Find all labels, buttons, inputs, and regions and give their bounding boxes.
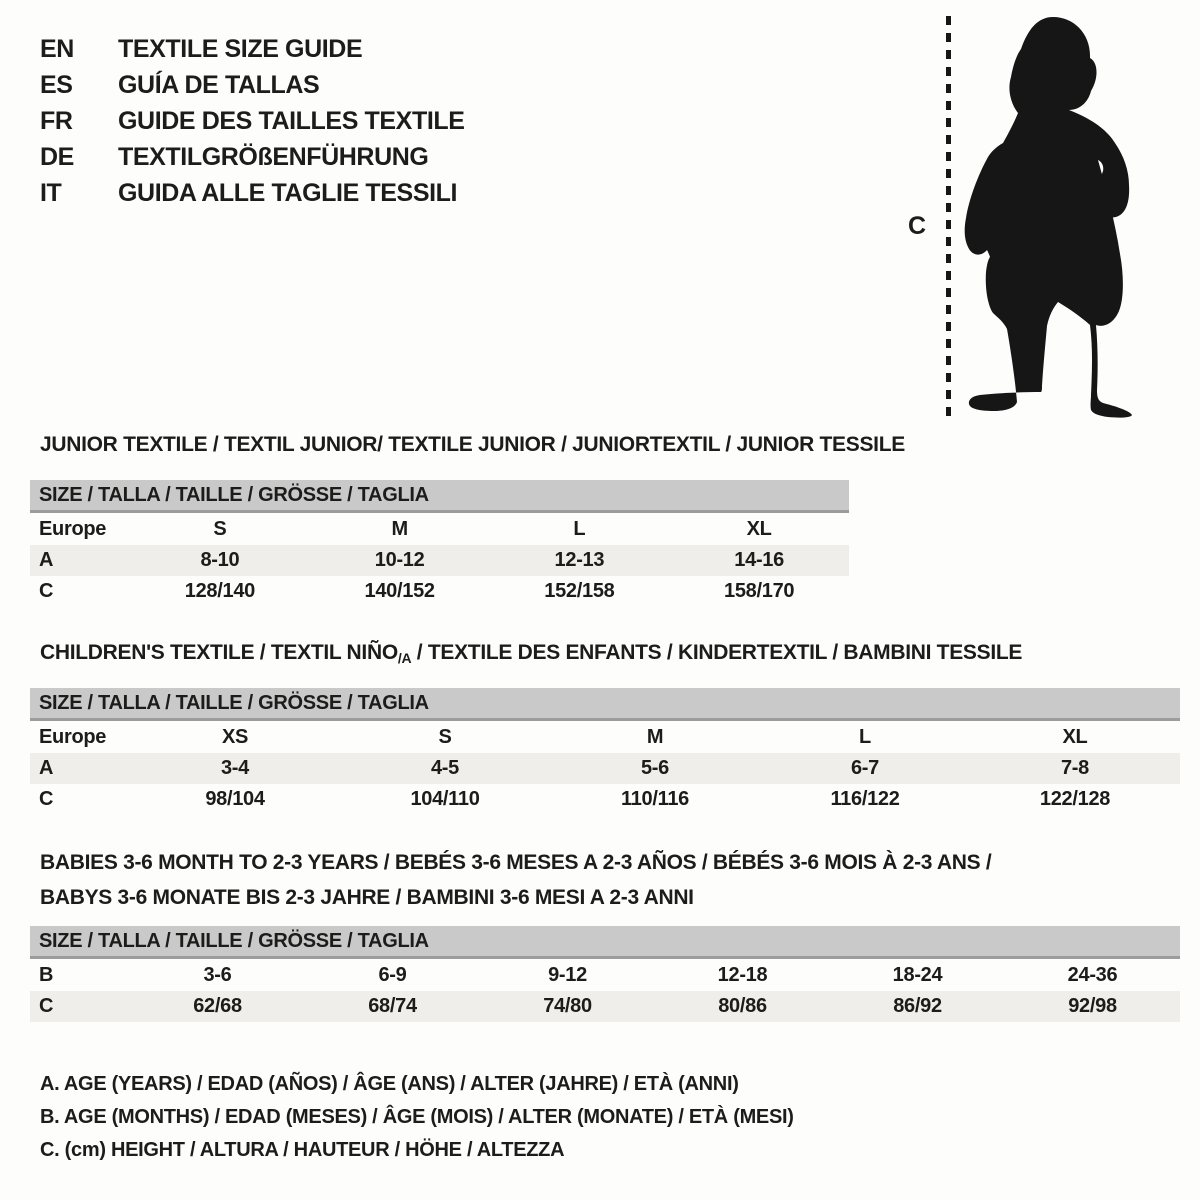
children-title-sub: /A — [397, 650, 412, 666]
value-cell: 116/122 — [830, 788, 900, 810]
legend-item-a: A. AGE (YEARS) / EDAD (AÑOS) / ÂGE (ANS) / ALTER (JAHRE) / ETÀ (ANNI) — [40, 1073, 739, 1095]
language-row — [40, 175, 465, 211]
value-cell: 62/68 — [193, 995, 242, 1017]
language-code: DE — [40, 143, 74, 171]
value-cell: 98/104 — [205, 788, 265, 810]
value-cell: 128/140 — [184, 580, 255, 602]
language-row — [40, 139, 465, 175]
value-cell: 104/110 — [410, 788, 480, 810]
baby-silhouette-icon — [958, 14, 1142, 420]
table-row — [30, 576, 849, 607]
language-row — [40, 103, 465, 139]
height-measure-label: C — [908, 212, 927, 240]
value-cell: 80/86 — [718, 995, 767, 1017]
value-cell: 3-4 — [220, 757, 249, 779]
babies-section-title — [40, 845, 991, 915]
table-row — [30, 991, 1180, 1022]
table-row — [30, 545, 849, 576]
babies-title-line1: BABIES 3-6 MONTH TO 2-3 YEARS / BEBÉS 3-6 MESES A 2-3 AÑOS / BÉBÉS 3-6 MOIS À 2-3 ANS / — [40, 851, 992, 874]
row-label: A — [39, 549, 54, 571]
table-row — [30, 513, 849, 545]
row-label: C — [39, 580, 54, 602]
value-cell: 5-6 — [640, 757, 669, 779]
language-title: GUIDA ALLE TAGLIE TESSILI — [118, 179, 458, 207]
language-title: GUIDE DES TAILLES TEXTILE — [118, 107, 465, 135]
children-title-main: CHILDREN'S TEXTILE / TEXTIL NIÑO — [40, 641, 398, 664]
legend-item-b: B. AGE (MONTHS) / EDAD (MESES) / ÂGE (MOIS) / ALTER (MONATE) / ETÀ (MESI) — [40, 1106, 794, 1128]
size-cell: S — [438, 725, 452, 748]
value-cell: 14-16 — [734, 549, 784, 571]
children-section-title — [40, 641, 1022, 666]
value-cell: 86/92 — [893, 995, 942, 1017]
value-cell: 68/74 — [368, 995, 417, 1017]
value-cell: 10-12 — [374, 549, 425, 571]
children-size-table — [30, 688, 1180, 815]
size-cell: XS — [221, 725, 249, 748]
row-label: Europe — [39, 725, 107, 748]
value-cell: 12-13 — [554, 549, 605, 571]
language-row — [40, 31, 465, 67]
children-title-rest: / TEXTILE DES ENFANTS / KINDERTEXTIL / BAMBINI TESSILE — [411, 641, 1023, 664]
legend-item-c: C. (cm) HEIGHT / ALTURA / HAUTEUR / HÖHE / ALTEZZA — [40, 1139, 565, 1161]
size-cell: L — [859, 725, 871, 748]
value-cell: 4-5 — [430, 757, 459, 779]
value-cell: 6-7 — [850, 757, 879, 779]
row-label: C — [39, 995, 54, 1017]
value-cell: 140/152 — [364, 580, 435, 602]
size-cell: M — [646, 725, 664, 748]
language-code: ES — [40, 71, 73, 99]
language-title: TEXTILGRÖßENFÜHRUNG — [118, 143, 429, 171]
junior-size-header: SIZE / TALLA / TAILLE / GRÖSSE / TAGLIA — [30, 480, 849, 513]
babies-size-header: SIZE / TALLA / TAILLE / GRÖSSE / TAGLIA — [30, 926, 1180, 959]
value-cell: 74/80 — [543, 995, 592, 1017]
babies-size-table — [30, 926, 1180, 1022]
size-cell: XL — [746, 517, 772, 540]
row-label: A — [39, 757, 54, 779]
junior-section-title: JUNIOR TEXTILE / TEXTIL JUNIOR/ TEXTILE JUNIOR / JUNIORTEXTIL / JUNIOR TESSILE — [40, 433, 905, 456]
legend — [40, 1068, 794, 1167]
value-cell: 158/170 — [724, 580, 795, 602]
language-code: IT — [40, 179, 62, 207]
size-cell: S — [213, 517, 227, 540]
table-row — [30, 721, 1180, 753]
value-cell: 24-36 — [1067, 963, 1118, 986]
language-title-list — [40, 31, 465, 211]
size-cell: M — [391, 517, 408, 540]
value-cell: 8-10 — [200, 549, 240, 571]
table-row — [30, 959, 1180, 991]
value-cell: 92/98 — [1068, 995, 1117, 1017]
babies-title-line2: BABYS 3-6 MONATE BIS 2-3 JAHRE / BAMBINI 3-6 MESI A 2-3 ANNI — [40, 886, 694, 909]
table-row — [30, 753, 1180, 784]
value-cell: 110/116 — [621, 788, 689, 810]
row-label: Europe — [39, 517, 107, 540]
junior-size-table — [30, 480, 849, 607]
language-code: EN — [40, 35, 74, 63]
language-code: FR — [40, 107, 73, 135]
children-size-header: SIZE / TALLA / TAILLE / GRÖSSE / TAGLIA — [30, 688, 1180, 721]
value-cell: 18-24 — [892, 963, 943, 986]
value-cell: 152/158 — [544, 580, 615, 602]
language-title: GUÍA DE TALLAS — [118, 71, 320, 99]
table-row — [30, 784, 1180, 815]
language-row — [40, 67, 465, 103]
value-cell: 122/128 — [1039, 788, 1111, 810]
size-cell: L — [573, 517, 586, 540]
value-cell: 3-6 — [203, 963, 232, 986]
height-measure-line — [946, 16, 951, 416]
row-label: C — [39, 788, 54, 810]
value-cell: 9-12 — [548, 963, 587, 986]
language-title: TEXTILE SIZE GUIDE — [118, 35, 363, 63]
value-cell: 12-18 — [717, 963, 768, 986]
size-cell: XL — [1062, 725, 1088, 748]
value-cell: 7-8 — [1060, 757, 1089, 779]
row-label: B — [39, 963, 54, 986]
value-cell: 6-9 — [378, 963, 407, 986]
